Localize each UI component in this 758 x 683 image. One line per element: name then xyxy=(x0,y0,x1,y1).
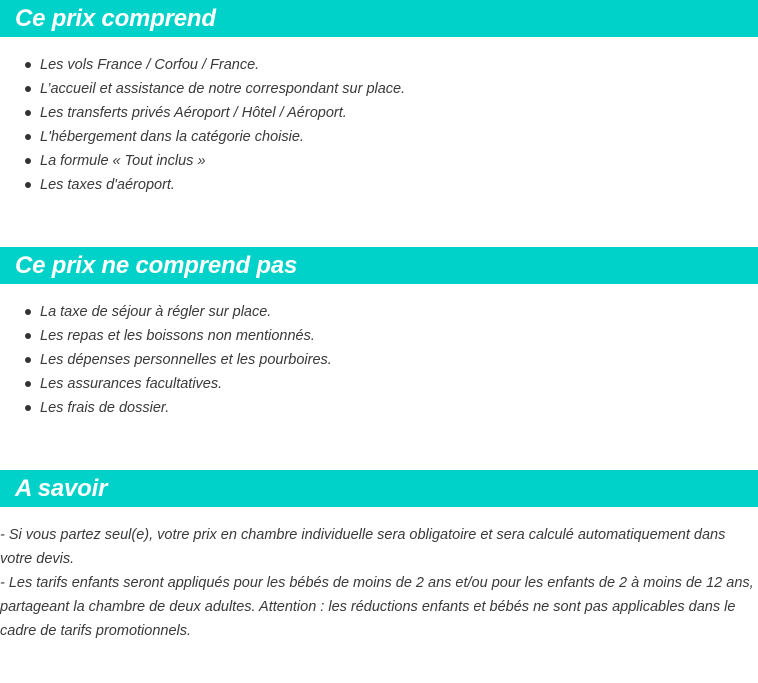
list-item-text: Les transferts privés Aéroport / Hôtel / Aéroport. xyxy=(40,105,347,121)
bullet-icon xyxy=(25,357,31,363)
list-item xyxy=(0,300,332,324)
bullet-icon xyxy=(25,86,31,92)
list-item xyxy=(0,77,405,101)
bullet-icon xyxy=(25,405,31,411)
bullet-icon xyxy=(25,158,31,164)
list-item-text: L’accueil et assistance de notre correspondant sur place. xyxy=(40,81,406,97)
bullet-icon xyxy=(25,182,31,188)
not-included-list xyxy=(0,300,332,420)
list-item-text: L'hébergement dans la catégorie choisie. xyxy=(40,129,304,145)
list-item-text: Les taxes d'aéroport. xyxy=(40,177,175,193)
note-paragraph: - Les tarifs enfants seront appliqués pour les bébés de moins de 2 ans et/ou pour les enfants de 2 à moins de 12 ans, partageant la chambre de deux adultes. Attention : les réductions enfants et bébés ne sont pas applicables dans le cadre de tarifs promotionnels. xyxy=(0,575,754,639)
included-list xyxy=(0,53,405,197)
bullet-icon xyxy=(25,381,31,387)
good-to-know-section-title: A savoir xyxy=(0,470,758,507)
list-item xyxy=(0,125,405,149)
list-item-text: Les frais de dossier. xyxy=(40,400,170,416)
included-section-title: Ce prix comprend xyxy=(0,0,758,37)
list-item-text: La taxe de séjour à régler sur place. xyxy=(40,304,272,320)
note-paragraph: - Si vous partez seul(e), votre prix en chambre individuelle sera obligatoire et sera calculé automatiquement dans votre devis. xyxy=(0,527,726,567)
list-item xyxy=(0,53,405,77)
list-item-text: Les repas et les boissons non mentionnés. xyxy=(40,328,315,344)
list-item xyxy=(0,149,405,173)
list-item xyxy=(0,173,405,197)
list-item-text: Les assurances facultatives. xyxy=(40,376,223,392)
not-included-section-title: Ce prix ne comprend pas xyxy=(0,247,758,284)
list-item xyxy=(0,101,405,125)
good-to-know-notes xyxy=(0,523,758,643)
bullet-icon xyxy=(25,134,31,140)
list-item xyxy=(0,372,332,396)
bullet-icon xyxy=(25,110,31,116)
list-item xyxy=(0,396,332,420)
list-item-text: Les dépenses personnelles et les pourboires. xyxy=(40,352,332,368)
bullet-icon xyxy=(25,333,31,339)
bullet-icon xyxy=(25,62,31,68)
list-item-text: La formule « Tout inclus » xyxy=(40,153,206,169)
list-item-text: Les vols France / Corfou / France. xyxy=(40,57,260,73)
list-item xyxy=(0,348,332,372)
bullet-icon xyxy=(25,309,31,315)
list-item xyxy=(0,324,332,348)
